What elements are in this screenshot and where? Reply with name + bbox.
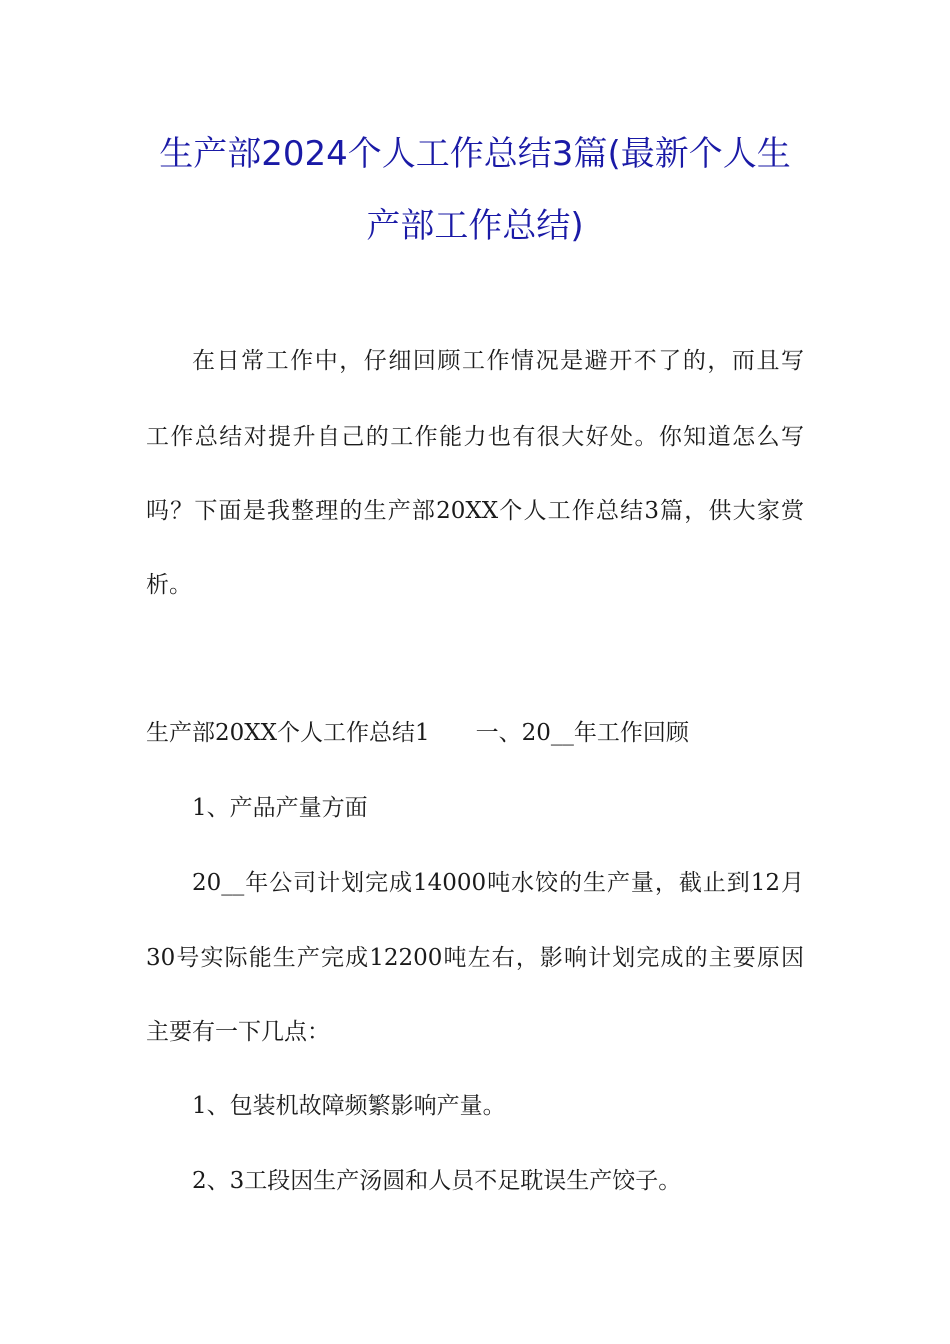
intro-paragraph-line-1: 在日常工作中，仔细回顾工作情况是避开不了的，而且写	[192, 348, 804, 374]
production-paragraph-line-1: 20__年公司计划完成14000吨水饺的生产量，截止到12月	[192, 870, 804, 896]
intro-paragraph-line-4: 析。	[146, 572, 192, 598]
reason-item-2: 2、3工段因生产汤圆和人员不足耽误生产饺子。	[192, 1168, 682, 1194]
intro-paragraph-line-2: 工作总结对提升自己的工作能力也有很大好处。你知道怎么写	[146, 424, 804, 450]
production-paragraph-line-2: 30号实际能生产完成12200吨左右，影响计划完成的主要原因	[146, 945, 804, 971]
intro-paragraph-line-3: 吗？下面是我整理的生产部20XX个人工作总结3篇，供大家赏	[146, 498, 804, 524]
document-title-line-2: 产部工作总结)	[366, 206, 584, 246]
section-heading: 生产部20XX个人工作总结1 一、20__年工作回顾	[146, 720, 689, 746]
reason-item-1: 1、包装机故障频繁影响产量。	[192, 1093, 506, 1119]
production-paragraph-line-3: 主要有一下几点：	[146, 1019, 330, 1045]
document-title-line-1: 生产部2024个人工作总结3篇(最新个人生	[159, 134, 791, 174]
subsection-heading: 1、产品产量方面	[192, 795, 368, 821]
